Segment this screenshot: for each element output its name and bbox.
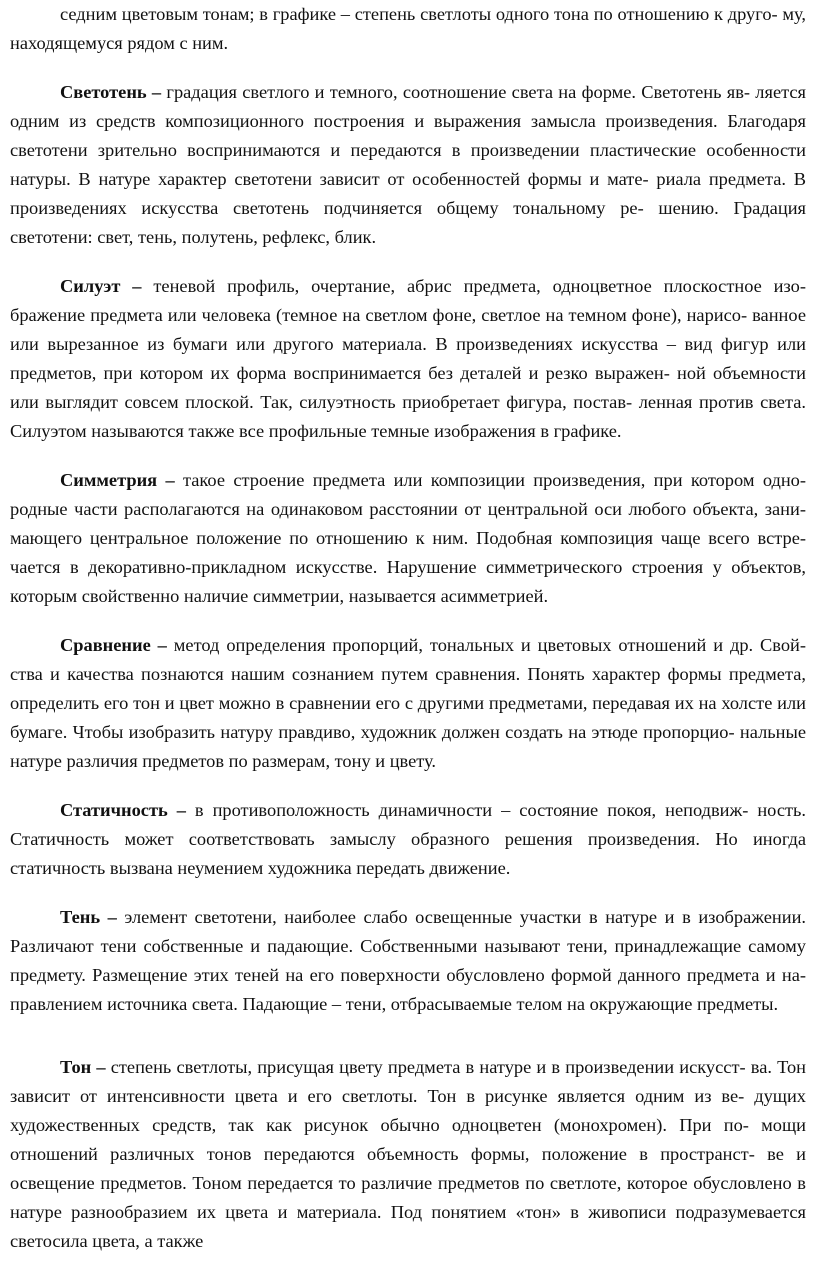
- term-definition: градация светлого и темного, соотношение света на форме. Светотень яв- ляется одним из средств композиционного построения и выражения замысла произведения. Благодаря светотени зрительно воспринимаются и передаются в произведении пластические особенности натуры. В натуре характер светотени зависит от особенностей формы и мате- риала предмета. В произведениях искусства светотень подчиняется общему тональному ре- шению. Градация светотени: свет, тень, полутень, рефлекс, блик.: [10, 82, 806, 247]
- glossary-entry-svetoten: [10, 78, 806, 252]
- term-heading: Статичность –: [60, 800, 186, 820]
- term-definition: элемент светотени, наиболее слабо освещенные участки в натуре и в изображении. Различают тени собственные и падающие. Собственными называют тени, принадлежащие самому предмету. Размещение этих теней на его поверхности обусловлено формой данного предмета и на- правлением источника света. Падающие – тени, отбрасываемые телом на окружающие предметы.: [10, 907, 807, 1014]
- glossary-entry-ten: [10, 903, 806, 1019]
- term-heading: Силуэт –: [60, 276, 142, 296]
- term-heading: Сравнение –: [60, 635, 167, 655]
- term-heading: Светотень –: [60, 82, 162, 102]
- term-definition: такое строение предмета или композиции произведения, при котором одно- родные части располагаются на одинаковом расстоянии от центральной оси любого объекта, зани- мающего центральное положение по отношению к ним. Подобная композиция чаще всего встре- чается в декоративно-прикладном искусстве. Нарушение симметрического строения у объектов, которым свойственно наличие симметрии, называется асимметрией.: [10, 470, 807, 606]
- term-definition: метод определения пропорций, тональных и цветовых отношений и др. Свой- ства и качества познаются нашим сознанием путем сравнения. Понять характер формы предмета, определить его тон и цвет можно в сравнении его с другими предметами, передавая их на холсте или бумаге. Чтобы изобразить натуру правдиво, художник должен создать на этюде пропорцио- нальные натуре различия предметов по размерам, тону и цвету.: [10, 635, 807, 771]
- glossary-entry-siluet: [10, 272, 806, 446]
- glossary-entry-sravnenie: [10, 631, 806, 776]
- term-heading: Тон –: [60, 1057, 106, 1077]
- term-heading: Тень –: [60, 907, 117, 927]
- term-definition: степень светлоты, присущая цвету предмета в натуре и в произведении искусст- ва. Тон зависит от интенсивности цвета и его светлоты. Тон в рисунке является одним из ве- дущих художественных средств, так как рисунок обычно одноцветен (монохромен). При по- мощи отношений различных тонов передаются объемность формы, положение в пространст- ве и освещение предметов. Тоном передается то различие предметов по светлоте, которое обусловлено в натуре разнообразием их цвета и материала. Под понятием «тон» в живописи подразумевается светосила цвета, а также: [10, 1057, 806, 1251]
- glossary-entry-simmetriya: [10, 466, 806, 611]
- glossary-entry-ton: [10, 1053, 806, 1256]
- term-definition: в противоположность динамичности – состояние покоя, неподвиж- ность. Статичность может соответствовать замыслу образного решения произведения. Но иногда статичность вызвана неумением художника передать движение.: [10, 800, 807, 878]
- paragraph-text: седним цветовым тонам; в графике – степень светлоты одного тона по отношению к друго- му, находящемуся рядом с ним.: [10, 4, 806, 53]
- glossary-entry-statichnost: [10, 796, 806, 883]
- term-heading: Симметрия –: [60, 470, 175, 490]
- paragraph-continuation: [10, 0, 806, 58]
- term-definition: теневой профиль, очертание, абрис предмета, одноцветное плоскостное изо- бражение предмета или человека (темное на светлом фоне, светлое на темном фоне), нарисо- ванное или вырезанное из бумаги или другого материала. В произведениях искусства – вид фигур или предметов, при котором их форма воспринимается без деталей и резко выражен- ной объемности или выглядит совсем плоской. Так, силуэтность приобретает фигура, постав- ленная против света. Силуэтом называются также все профильные темные изображения в графике.: [10, 276, 807, 441]
